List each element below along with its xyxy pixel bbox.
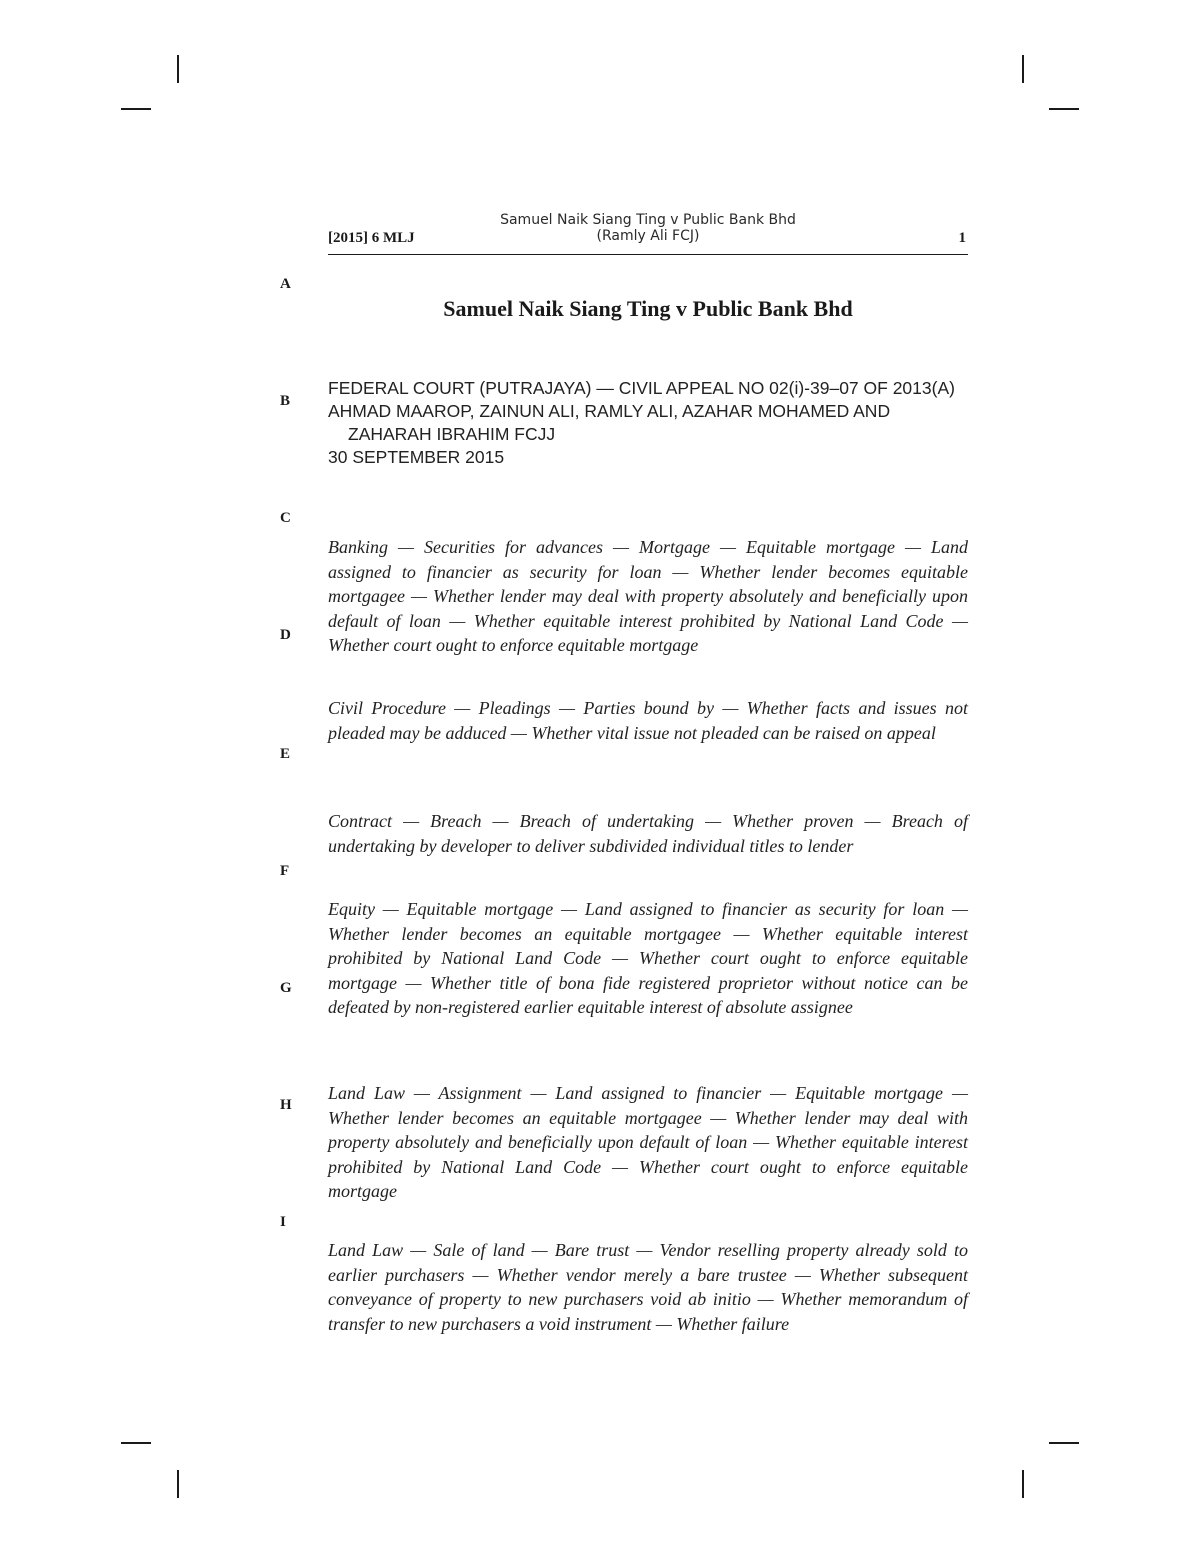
court-appeal-line: FEDERAL COURT (PUTRAJAYA) — CIVIL APPEAL NO 02(i)-39–07 OF 2013(A) <box>328 378 955 398</box>
page-number: 1 <box>958 230 966 246</box>
catchword-banking: Banking — Securities for advances — Mortgage — Equitable mortgage — Land assigned to financier as security for loan — Whether lender becomes equitable mortgagee — Whether lender may deal with property absolutely and beneficially upon default of loan — Whether equitable interest prohibited by National Land Code — Whether court ought to enforce equitable mortgage <box>328 537 968 655</box>
catchword-civil-procedure: Civil Procedure — Pleadings — Parties bound by — Whether facts and issues not pleaded may be adduced — Whether vital issue not pleaded can be raised on appeal <box>328 698 968 743</box>
running-header <box>328 212 968 255</box>
header-citation: [2015] 6 MLJ <box>328 230 415 246</box>
court-judges: AHMAD MAAROP, ZAINUN ALI, RAMLY ALI, AZAHAR MOHAMED AND ZAHARAH IBRAHIM FCJJ <box>328 401 891 444</box>
crop-mark-top-right-h <box>1049 108 1079 110</box>
margin-letter-b: B <box>280 393 291 409</box>
margin-letter-h: H <box>280 1097 292 1113</box>
margin-letter-g: G <box>280 980 292 996</box>
court-date: 30 SEPTEMBER 2015 <box>328 447 505 467</box>
crop-mark-top-left <box>177 55 179 83</box>
margin-letter-i: I <box>280 1214 286 1230</box>
crop-mark-bottom-right <box>1022 1470 1024 1498</box>
catchword-contract: Contract — Breach — Breach of undertaking — Whether proven — Breach of undertaking by developer to deliver subdivided individual titles to lender <box>328 811 968 856</box>
crop-mark-bottom-left-h <box>121 1442 151 1444</box>
margin-letter-e: E <box>280 746 291 762</box>
catchword-land-law-assignment: Land Law — Assignment — Land assigned to financier — Equitable mortgage — Whether lender becomes an equitable mortgagee — Whether lender may deal with property absolutely and beneficially upon default of loan — Whether equitable interest prohibited by National Land Code — Whether court ought to enforce equitable mortgage <box>328 1083 968 1201</box>
header-judge: (Ramly Ali FCJ) <box>596 228 700 244</box>
crop-mark-top-left-h <box>121 108 151 110</box>
margin-letter-c: C <box>280 510 291 526</box>
header-case-info <box>328 212 968 244</box>
case-title: Samuel Naik Siang Ting v Public Bank Bhd <box>443 296 853 321</box>
header-case-name: Samuel Naik Siang Ting v Public Bank Bhd <box>500 212 796 228</box>
crop-mark-bottom-right-h <box>1049 1442 1079 1444</box>
crop-mark-bottom-left <box>177 1470 179 1498</box>
margin-letter-d: D <box>280 627 291 643</box>
crop-mark-top-right <box>1022 55 1024 83</box>
court-info <box>328 377 968 469</box>
margin-letter-a: A <box>280 276 291 292</box>
catchword-land-law-sale: Land Law — Sale of land — Bare trust — Vendor reselling property already sold to earlier purchasers — Whether vendor merely a bare trustee — Whether subsequent conveyance of property to new purchasers void ab initio — Whether memorandum of transfer to new purchasers a void instrument — Whether failure <box>328 1240 968 1334</box>
margin-letter-f: F <box>280 863 290 879</box>
catchword-equity: Equity — Equitable mortgage — Land assigned to financier as security for loan — Whether lender becomes an equitable mortgagee — Whether equitable interest prohibited by National Land Code — Whether court ought to enforce equitable mortgage — Whether title of bona fide registered proprietor without notice can be defeated by non-registered earlier equitable interest of absolute assignee <box>328 899 968 1017</box>
